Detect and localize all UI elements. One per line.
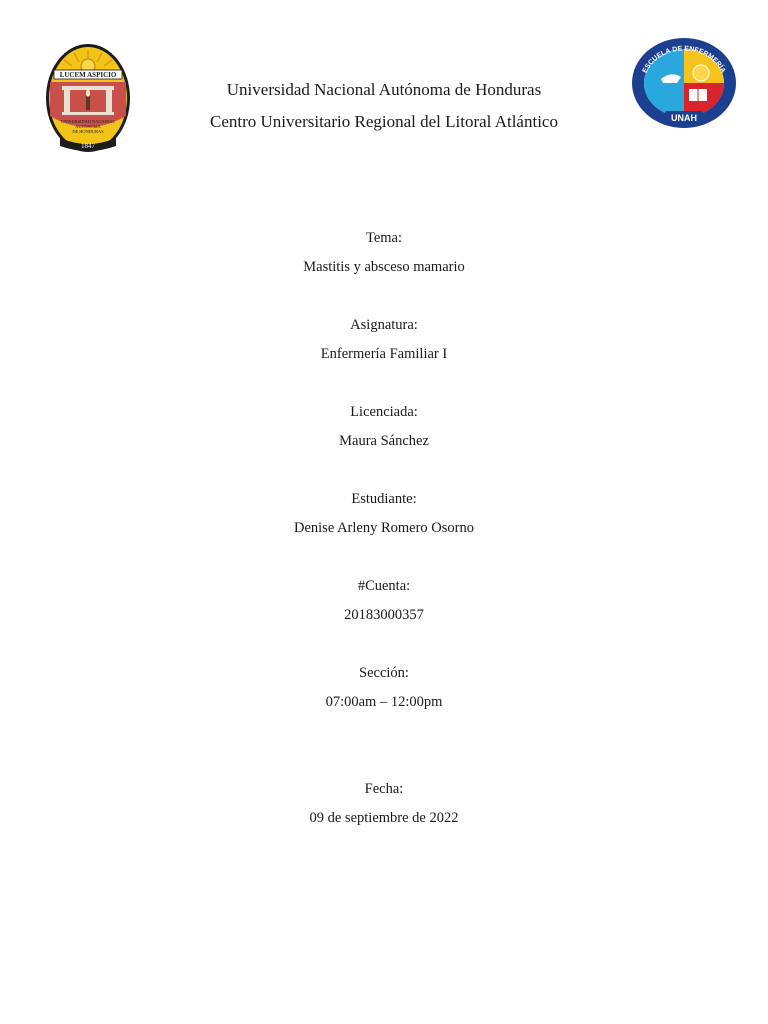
field-value: Enfermería Familiar I bbox=[320, 346, 448, 362]
university-name: Universidad Nacional Autónoma de Honduras bbox=[226, 80, 542, 99]
field-value: Maura Sánchez bbox=[339, 433, 429, 449]
field-label: Licenciada: bbox=[350, 404, 418, 420]
field-seccion bbox=[0, 659, 768, 717]
field-label: Sección: bbox=[359, 665, 409, 681]
field-licenciada bbox=[0, 398, 768, 456]
field-value: Denise Arleny Romero Osorno bbox=[293, 520, 474, 536]
field-value: Mastitis y absceso mamario bbox=[303, 259, 465, 275]
field-asignatura bbox=[0, 311, 768, 369]
emblem-top-text: ESCUELA DE ENFERMERÍA bbox=[641, 45, 727, 75]
field-cuenta bbox=[0, 572, 768, 630]
field-label: Asignatura: bbox=[350, 317, 418, 333]
seal-name-2: AUTÓNOMA bbox=[75, 124, 101, 129]
field-estudiante bbox=[0, 485, 768, 543]
field-label: #Cuenta: bbox=[357, 578, 411, 594]
seal-year: 1847 bbox=[81, 142, 95, 150]
field-value: 07:00am – 12:00pm bbox=[325, 694, 443, 710]
field-fecha bbox=[0, 775, 768, 833]
field-label: Tema: bbox=[365, 230, 403, 246]
escuela-enfermeria-emblem-icon bbox=[631, 37, 737, 129]
seal-name-1: UNIVERSIDAD NACIONAL bbox=[60, 119, 116, 124]
unah-seal-icon bbox=[44, 42, 132, 154]
seal-name-3: DE HONDURAS bbox=[72, 129, 104, 134]
field-tema bbox=[0, 224, 768, 282]
campus-name: Centro Universitario Regional del Litoral Atlántico bbox=[210, 112, 558, 131]
field-value: 09 de septiembre de 2022 bbox=[309, 810, 459, 826]
seal-motto: LUCEM ASPICIO bbox=[59, 71, 117, 79]
document-header bbox=[130, 74, 638, 138]
emblem-bottom-text: UNAH bbox=[671, 113, 697, 123]
field-value: 20183000357 bbox=[344, 607, 424, 623]
field-label: Fecha: bbox=[364, 781, 404, 797]
field-label: Estudiante: bbox=[351, 491, 417, 507]
